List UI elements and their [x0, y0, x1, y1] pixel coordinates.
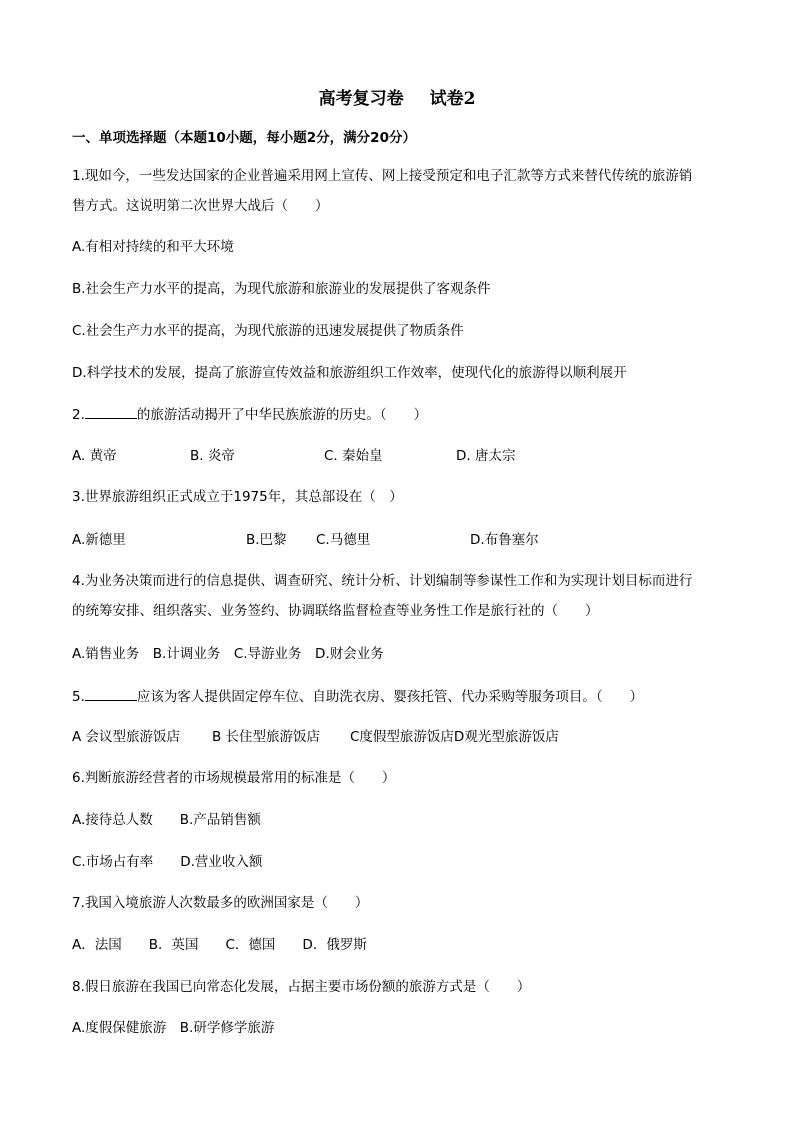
title-main: 高考复习卷 — [318, 89, 404, 109]
answer-blank — [85, 404, 137, 419]
question-5-text: 应该为客人提供固定停车位、自助洗衣房、婴孩托管、代办采购等服务项目。（ ） — [136, 689, 644, 705]
question-5-option-a: A 会议型旅游饭店 — [72, 729, 181, 745]
question-5-stem — [72, 686, 643, 707]
question-2-text: 的旅游活动揭开了中华民族旅游的历史。（ ） — [136, 407, 428, 423]
question-4-options: A.销售业务 B.计调业务 C.导游业务 D.财会业务 — [72, 646, 384, 662]
question-2-number: 2. — [72, 407, 85, 423]
question-2-stem — [72, 404, 427, 425]
question-3-option-c: C.马德里 — [316, 532, 371, 548]
question-8-stem: 8.假日旅游在我国已向常态化发展，占据主要市场份额的旅游方式是（ ） — [72, 979, 531, 995]
question-1-option-a: A.有相对持续的和平大环境 — [72, 239, 234, 255]
title-sub: 试卷2 — [429, 89, 476, 109]
question-1-option-d: D.科学技术的发展，提高了旅游宣传效益和旅游组织工作效率，使现代化的旅游得以顺利展开 — [72, 365, 627, 381]
question-5-option-cd: C度假型旅游饭店D观光型旅游饭店 — [350, 729, 559, 745]
question-5-number: 5. — [72, 689, 85, 705]
page-title — [0, 84, 794, 109]
answer-blank — [85, 686, 137, 701]
question-3-option-d: D.布鲁塞尔 — [470, 532, 539, 548]
question-2-option-c: C. 秦始皇 — [324, 448, 383, 464]
question-6-options-cd: C.市场占有率 D.营业收入额 — [72, 854, 263, 870]
question-4-stem-line1: 4.为业务决策而进行的信息提供、调查研究、统计分析、计划编制等参谋性工作和为实现计划目标而进行 — [72, 573, 693, 589]
question-1-stem-line1: 1.现如今，一些发达国家的企业普遍采用网上宣传、网上接受预定和电子汇款等方式来替代传统的旅游销 — [72, 168, 693, 184]
question-3-stem: 3.世界旅游组织正式成立于1975年，其总部设在（ ） — [72, 489, 403, 505]
question-3-option-a: A.新德里 — [72, 532, 126, 548]
question-3-option-b: B.巴黎 — [246, 532, 287, 548]
question-7-stem: 7.我国入境旅游人次数最多的欧洲国家是（ ） — [72, 895, 369, 911]
question-2-option-d: D. 唐太宗 — [456, 448, 516, 464]
question-1-option-b: B.社会生产力水平的提高，为现代旅游和旅游业的发展提供了客观条件 — [72, 281, 491, 297]
question-7-options: A．法国 B．英国 C．德国 D．俄罗斯 — [72, 937, 367, 953]
question-6-options-ab: A.接待总人数 B.产品销售额 — [72, 812, 261, 828]
question-5-option-b: B 长住型旅游饭店 — [212, 729, 321, 745]
question-2-option-b: B. 炎帝 — [190, 448, 235, 464]
question-1-option-c: C.社会生产力水平的提高，为现代旅游的迅速发展提供了物质条件 — [72, 323, 464, 339]
question-8-options-ab: A.度假保健旅游 B.研学修学旅游 — [72, 1020, 275, 1036]
section-heading: 一、单项选择题（本题10小题，每小题2分，满分20分） — [72, 130, 416, 146]
question-4-stem-line2: 的统筹安排、组织落实、业务签约、协调联络监督检查等业务性工作是旅行社的（ ） — [72, 603, 599, 619]
question-1-stem-line2: 售方式。这说明第二次世界大战后（ ） — [72, 198, 329, 214]
question-2-option-a: A. 黄帝 — [72, 448, 117, 464]
question-6-stem: 6.判断旅游经营者的市场规模最常用的标准是（ ） — [72, 770, 396, 786]
